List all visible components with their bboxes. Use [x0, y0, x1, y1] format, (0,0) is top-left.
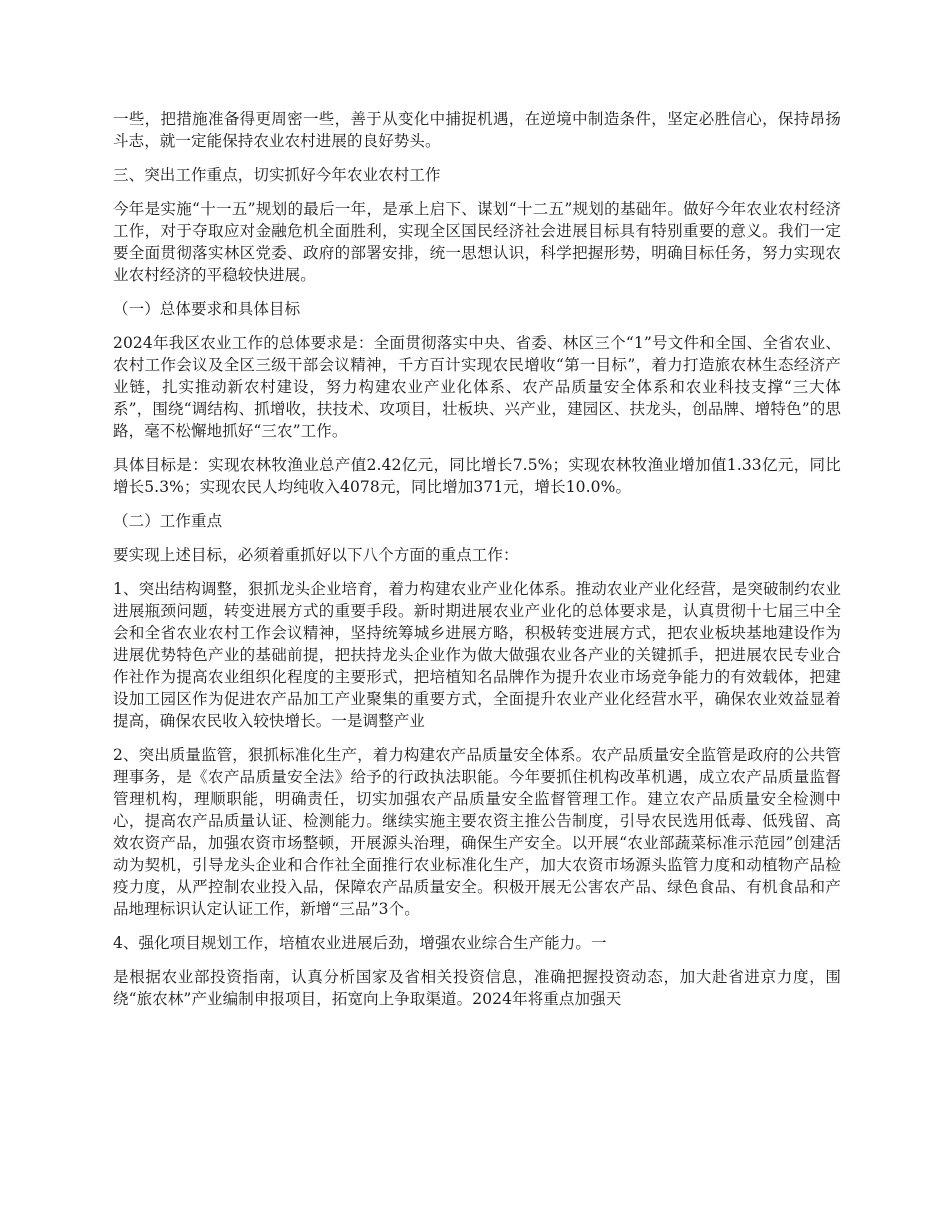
- subheading-work-focus: （二）工作重点: [113, 512, 223, 530]
- section-heading-three: 三、突出工作重点，切实抓好今年农业农村工作: [113, 166, 441, 184]
- paragraph-work-focus-intro: 要实现上述目标，必须着重抓好以下八个方面的重点工作：: [113, 546, 519, 564]
- subheading-general-requirements: （一）总体要求和具体目标: [113, 300, 301, 318]
- paragraph-point-1: 1、突出结构调整，狠抓龙头企业培育，着力构建农业产业化体系。推动农业产业化经营，是突破制约农业进展瓶颈问题，转变进展方式的重要手段。新时期进展农业产业化的总体要求是，认真贯彻十七届三中全会和全省农业农村工作会议精神，坚持统筹城乡进展方略，积极转变进展方式，把农业板块基地建设作为进展优势特色产业的基础前提，把扶持龙头企业作为做大做强农业各产业的关键抓手，把进展农民专业合作社作为提高农业组织化程度的主要形式，把培植知名品牌作为提升农业市场竞争能力的有效载体，把建设加工园区作为促进农产品加工产业聚集的重要方式，全面提升农业产业化经营水平，确保农业效益显着提高，确保农民收入较快增长。一是调整产业: [113, 580, 841, 730]
- paragraph-specific-targets: 具体目标是：实现农林牧渔业总产值2.42亿元，同比增长7.5%；实现农林牧渔业增加值1.33亿元，同比增长5.3%；实现农民人均纯收入4078元，同比增加371元，增长10.0%。: [113, 456, 841, 496]
- paragraph-continuation: 一些，把措施准备得更周密一些，善于从变化中捕捉机遇，在逆境中制造条件，坚定必胜信心，保持昂扬斗志，就一定能保持农业农村进展的良好势头。: [113, 110, 841, 150]
- paragraph-point-4-continued: 是根据农业部投资指南，认真分析国家及省相关投资信息，准确把握投资动态，加大赴省进京力度，围绕“旅农林”产业编制申报项目，拓宽向上争取渠道。2024年将重点加强天: [113, 968, 841, 1008]
- paragraph-intro: 今年是实施“十一五”规划的最后一年，是承上启下、谋划“十二五”规划的基础年。做好今年农业农村经济工作，对于夺取应对金融危机全面胜利，实现全区国民经济社会进展目标具有特别重要的意义。我们一定要全面贯彻落实林区党委、政府的部署安排，统一思想认识，科学把握形势，明确目标任务，努力实现农业农村经济的平稳较快进展。: [113, 200, 841, 284]
- paragraph-general-requirements: 2024年我区农业工作的总体要求是：全面贯彻落实中央、省委、林区三个“1”号文件和全国、全省农业、农村工作会议及全区三级干部会议精神，千方百计实现农民增收“第一目标”，着力打造旅农林生态经济产业链，扎实推动新农村建设，努力构建农业产业化体系、农产品质量安全体系和农业科技支撑“三大体系”，围绕“调结构、抓增收，扶技术、攻项目，壮板块、兴产业，建园区、扶龙头，创品牌、增特色”的思路，毫不松懈地抓好“三农”工作。: [113, 334, 841, 440]
- paragraph-point-2: 2、突出质量监管，狠抓标准化生产，着力构建农产品质量安全体系。农产品质量安全监管是政府的公共管理事务，是《农产品质量安全法》给予的行政执法职能。今年要抓住机构改革机遇，成立农产品质量监督管理机构，理顺职能，明确责任，切实加强农产品质量安全监督管理工作。建立农产品质量安全检测中心，提高农产品质量认证、检测能力。继续实施主要农资主推公告制度，引导农民选用低毒、低残留、高效农资产品，加强农资市场整顿，开展源头治理，确保生产安全。以开展“农业部蔬菜标准示范园”创建活动为契机，引导龙头企业和合作社全面推行农业标准化生产，加大农资市场源头监管力度和动植物产品检疫力度，从严控制农业投入品，保障农产品质量安全。积极开展无公害农产品、绿色食品、有机食品和产品地理标识认定认证工作，新增“三品”3个。: [113, 746, 841, 918]
- paragraph-point-4: 4、强化项目规划工作，培植农业进展后劲，增强农业综合生产能力。一: [113, 934, 607, 952]
- document-page: [113, 108, 841, 1022]
